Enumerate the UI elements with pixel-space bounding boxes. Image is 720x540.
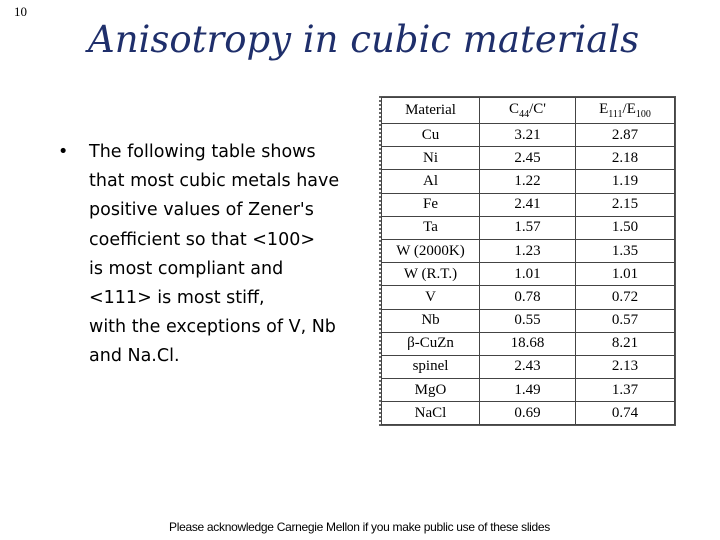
cell-e-ratio: 0.57 [576, 309, 675, 332]
cell-e-ratio: 2.18 [576, 147, 675, 170]
cell-material: Cu [382, 124, 480, 147]
cell-material: spinel [382, 355, 480, 378]
cell-c44-ratio: 0.78 [480, 286, 576, 309]
table-row [382, 355, 675, 378]
bullet-dot-icon: • [58, 142, 69, 162]
cell-c44-ratio: 1.57 [480, 216, 576, 239]
table-body [382, 124, 675, 425]
bullet-line: <111> is most stiff, [89, 288, 265, 309]
cell-material: V [382, 286, 480, 309]
cell-c44-ratio: 2.45 [480, 147, 576, 170]
cell-c44-ratio: 1.23 [480, 239, 576, 262]
anisotropy-table [379, 96, 676, 426]
cell-material: Ni [382, 147, 480, 170]
cell-c44-ratio: 1.22 [480, 170, 576, 193]
cell-e-ratio: 2.15 [576, 193, 675, 216]
bullet-line: that most cubic metals have [89, 171, 340, 192]
header-c44-main: C [509, 101, 520, 117]
header-e-ratio [576, 98, 675, 124]
cell-e-ratio: 1.19 [576, 170, 675, 193]
cell-e-ratio: 8.21 [576, 332, 675, 355]
table-row [382, 239, 675, 262]
table-row [382, 263, 675, 286]
cell-material: Nb [382, 309, 480, 332]
slide-title: Anisotropy in cubic materials [88, 18, 640, 61]
cell-e-ratio: 0.74 [576, 402, 675, 425]
table-row [382, 147, 675, 170]
cell-c44-ratio: 1.01 [480, 263, 576, 286]
table-row [382, 124, 675, 147]
bullet-line: positive values of Zener's [89, 200, 314, 221]
bullet-line: The following table shows [89, 142, 316, 162]
slide-number: 10 [14, 4, 27, 19]
table-row [382, 309, 675, 332]
cell-material: β-CuZn [382, 332, 480, 355]
cell-material: NaCl [382, 402, 480, 425]
cell-e-ratio: 1.50 [576, 216, 675, 239]
cell-material: W (R.T.) [382, 263, 480, 286]
cell-e-ratio: 0.72 [576, 286, 675, 309]
table-header-row [382, 98, 675, 124]
cell-c44-ratio: 1.49 [480, 379, 576, 402]
bullet-line: with the exceptions of V, Nb [89, 317, 336, 338]
cell-e-ratio: 2.13 [576, 355, 675, 378]
header-e-sub-100: 100 [635, 109, 651, 120]
table-row [382, 332, 675, 355]
table-row [382, 402, 675, 425]
cell-c44-ratio: 0.69 [480, 402, 576, 425]
bullet-line: coefficient so that <100> [89, 229, 315, 250]
footer-note: Please acknowledge Carnegie Mellon if you make public use of these slides [169, 520, 550, 534]
bullet-line: is most compliant and [89, 258, 284, 279]
cell-c44-ratio: 2.43 [480, 355, 576, 378]
cell-material: Al [382, 170, 480, 193]
cell-material: Ta [382, 216, 480, 239]
cell-e-ratio: 1.35 [576, 239, 675, 262]
cell-material: MgO [382, 379, 480, 402]
cell-c44-ratio: 0.55 [480, 309, 576, 332]
header-c44-ratio [480, 98, 576, 124]
data-table [381, 97, 675, 425]
table-row [382, 379, 675, 402]
header-c44-rest: /C' [529, 101, 546, 117]
cell-c44-ratio: 18.68 [480, 332, 576, 355]
table-row [382, 193, 675, 216]
header-material: Material [382, 98, 480, 124]
cell-material: W (2000K) [382, 239, 480, 262]
header-e-sub-111: 111 [608, 109, 623, 120]
cell-e-ratio: 1.37 [576, 379, 675, 402]
cell-e-ratio: 1.01 [576, 263, 675, 286]
header-e-main: E [599, 101, 609, 117]
header-e-mid: /E [622, 101, 636, 117]
cell-material: Fe [382, 193, 480, 216]
cell-c44-ratio: 2.41 [480, 193, 576, 216]
table-row [382, 170, 675, 193]
bullet-line: and Na.Cl. [89, 346, 180, 367]
table-row [382, 216, 675, 239]
table-row [382, 286, 675, 309]
header-c44-sub: 44 [519, 109, 530, 120]
bullet-text [89, 138, 389, 372]
cell-c44-ratio: 3.21 [480, 124, 576, 147]
cell-e-ratio: 2.87 [576, 124, 675, 147]
